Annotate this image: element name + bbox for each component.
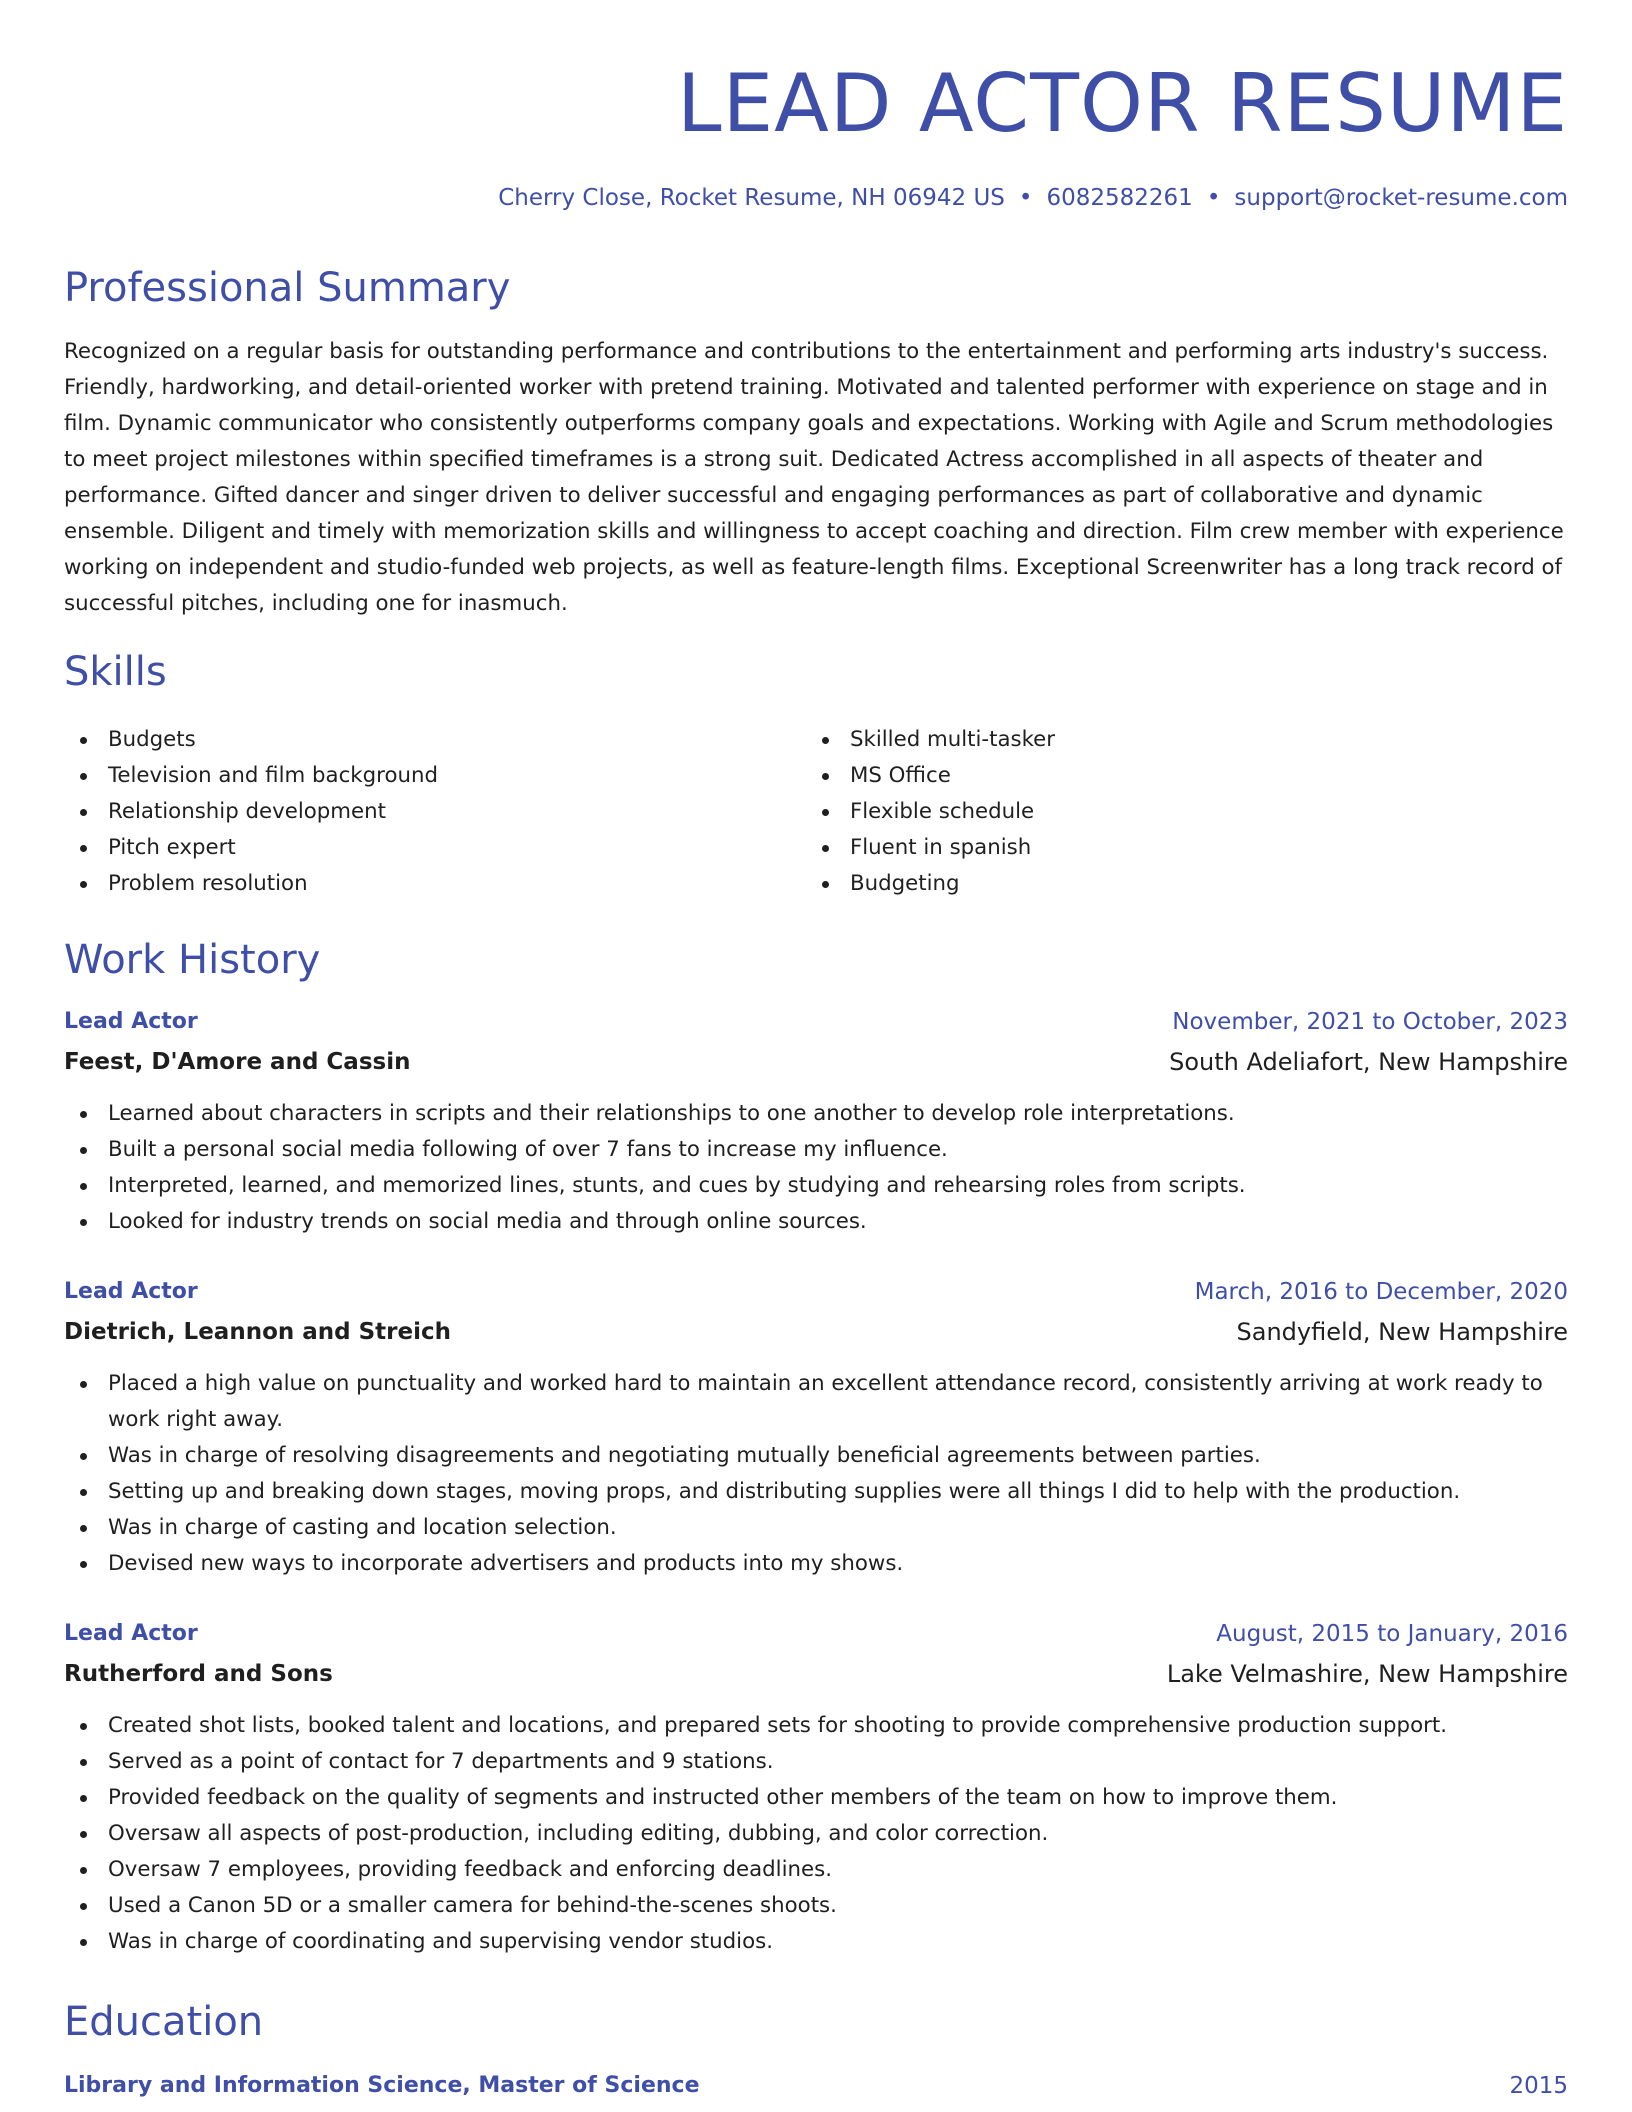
skill-item: MS Office (806, 758, 1506, 794)
skill-item: Pitch expert (64, 830, 764, 866)
job-bullet: Was in charge of coordinating and supervising vendor studios. (64, 1924, 1568, 1960)
education-entry (64, 2066, 1568, 2106)
job-entry (64, 1614, 1568, 1960)
education-degree: Library and Information Science, Master of Science (64, 2073, 700, 2098)
job-bullets (64, 1366, 1568, 1582)
job-title: Lead Actor (64, 1009, 198, 1034)
education-year: 2015 (1509, 2073, 1568, 2099)
job-location: Lake Velmashire, New Hampshire (1166, 1660, 1568, 1688)
job-bullet: Was in charge of casting and location selection. (64, 1510, 1568, 1546)
section-title-education: Education (64, 1999, 264, 2045)
skill-item: Problem resolution (64, 866, 764, 902)
job-bullet: Devised new ways to incorporate advertisers and products into my shows. (64, 1546, 1568, 1582)
skill-item: Skilled multi-tasker (806, 722, 1506, 758)
job-bullet: Setting up and breaking down stages, moving props, and distributing supplies were all things I did to help with the production. (64, 1474, 1568, 1510)
job-bullet: Interpreted, learned, and memorized lines, stunts, and cues by studying and rehearsing roles from scripts. (64, 1168, 1568, 1204)
job-bullets (64, 1096, 1568, 1240)
skill-item: Relationship development (64, 794, 764, 830)
job-entry (64, 1272, 1568, 1582)
job-company: Feest, D'Amore and Cassin (64, 1049, 411, 1075)
job-bullet: Looked for industry trends on social media and through online sources. (64, 1204, 1568, 1240)
summary-text: Recognized on a regular basis for outstanding performance and contributions to the entertainment and performing arts industry's success. Friendly, hardworking, and detail-oriented worker with pretend training. Motivated and talented performer with experience on stage and in film. Dynamic communicator who consistently outperforms company goals and expectations. Working with Agile and Scrum methodologies to meet project milestones within specified timeframes is a strong suit. Dedicated Actress accomplished in all aspects of theater and performance. Gifted dancer and singer driven to deliver successful and engaging performances as part of collaborative and dynamic ensemble. Diligent and timely with memorization skills and willingness to accept coaching and direction. Film crew member with experience working on independent and studio-funded web projects, as well as feature-length films. Exceptional Screenwriter has a long track record of successful pitches, including one for inasmuch. (64, 339, 1564, 616)
job-bullet: Oversaw 7 employees, providing feedback and enforcing deadlines. (64, 1852, 1568, 1888)
job-title: Lead Actor (64, 1621, 198, 1646)
job-bullet: Provided feedback on the quality of segments and instructed other members of the team on how to improve them. (64, 1780, 1568, 1816)
job-location: Sandyfield, New Hampshire (1236, 1318, 1568, 1346)
job-bullet: Built a personal social media following of over 7 fans to increase my influence. (64, 1132, 1568, 1168)
job-bullet: Learned about characters in scripts and their relationships to one another to develop role interpretations. (64, 1096, 1568, 1132)
job-entry (64, 1002, 1568, 1240)
job-company: Dietrich, Leannon and Streich (64, 1319, 452, 1345)
job-bullet: Was in charge of resolving disagreements and negotiating mutually beneficial agreements between parties. (64, 1438, 1568, 1474)
job-bullet: Served as a point of contact for 7 departments and 9 stations. (64, 1744, 1568, 1780)
job-bullet: Placed a high value on punctuality and worked hard to maintain an excellent attendance record, consistently arriving at work ready to work right away. (64, 1366, 1568, 1438)
section-title-work-history: Work History (64, 937, 321, 983)
contact-line (498, 180, 1568, 216)
job-dates: August, 2015 to January, 2016 (1216, 1621, 1568, 1647)
contact-separator: • (1206, 185, 1221, 211)
job-title: Lead Actor (64, 1279, 198, 1304)
contact-address: Cherry Close, Rocket Resume, NH 06942 US (498, 185, 1005, 211)
contact-phone[interactable]: 6082582261 (1046, 185, 1193, 211)
skill-item: Budgets (64, 722, 764, 758)
skill-item: Fluent in spanish (806, 830, 1506, 866)
contact-separator: • (1018, 185, 1033, 211)
job-bullets (64, 1708, 1568, 1960)
skills-list-right (806, 722, 1506, 902)
section-title-summary: Professional Summary (64, 265, 511, 311)
skills-list-left (64, 722, 764, 902)
resume-title: LEAD ACTOR RESUME (677, 57, 1568, 150)
skill-item: Budgeting (806, 866, 1506, 902)
job-bullet: Oversaw all aspects of post-production, including editing, dubbing, and color correction. (64, 1816, 1568, 1852)
job-company: Rutherford and Sons (64, 1661, 333, 1687)
job-dates: March, 2016 to December, 2020 (1194, 1279, 1568, 1305)
job-bullet: Used a Canon 5D or a smaller camera for behind-the-scenes shoots. (64, 1888, 1568, 1924)
contact-email[interactable]: support@rocket-resume.com (1234, 185, 1568, 211)
job-dates: November, 2021 to October, 2023 (1172, 1009, 1568, 1035)
job-bullet: Created shot lists, booked talent and locations, and prepared sets for shooting to provide comprehensive production support. (64, 1708, 1568, 1744)
job-location: South Adeliafort, New Hampshire (1169, 1048, 1568, 1076)
section-title-skills: Skills (64, 649, 167, 695)
skill-item: Flexible schedule (806, 794, 1506, 830)
skill-item: Television and film background (64, 758, 764, 794)
